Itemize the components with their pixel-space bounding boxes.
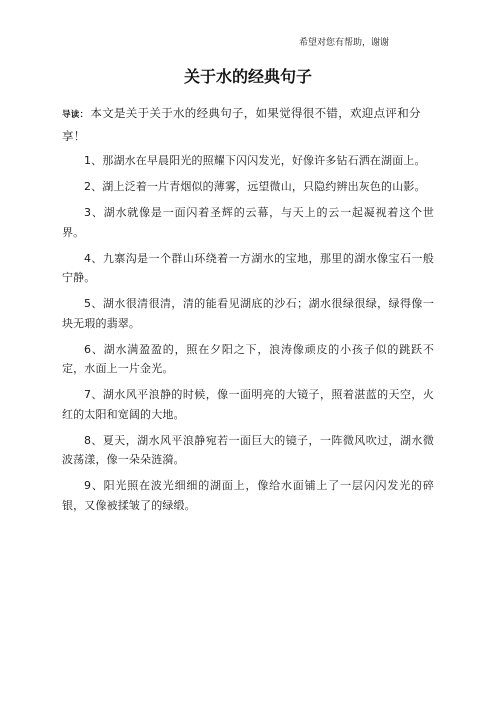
header-note: 希望对您有帮助，谢谢 [299, 38, 390, 48]
intro-text: 本文是关于关于水的经典句子，如果觉得很不错，欢迎点评和分享！ [62, 106, 421, 143]
article-body [62, 103, 434, 522]
sentence-item: 7、湖水风平浪静的时候，像一面明亮的大镜子，照着湛蓝的天空，火红的太阳和宽阔的大地。 [62, 388, 434, 421]
page-title: 关于水的经典句子 [183, 67, 312, 86]
sentence-item: 6、湖水满盈盈的，照在夕阳之下，浪涛像顽皮的小孩子似的跳跃不定，水面上一片金光。 [62, 342, 434, 375]
sentence-item: 1、那湖水在早晨阳光的照耀下闪闪发光，好像许多钻石洒在湖面上。 [84, 154, 426, 167]
intro-paragraph [62, 103, 434, 147]
intro-label: 导读： [62, 110, 89, 120]
sentence-item: 2、湖上泛着一片青烟似的薄雾，远望微山，只隐约辨出灰色的山影。 [84, 180, 426, 193]
sentence-item: 4、九寨沟是一个群山环绕着一方湖水的宝地，那里的湖水像宝石一般宁静。 [62, 251, 434, 284]
sentence-item: 9、阳光照在波光细细的湖面上，像给水面铺上了一层闪闪发光的碎银，又像被揉皱了的绿缎。 [62, 479, 434, 512]
sentence-item: 8、夏天，湖水风平浪静宛若一面巨大的镜子，一阵微风吹过，湖水微波荡漾，像一朵朵涟漪。 [62, 433, 434, 466]
sentence-item: 5、湖水很清很清，清的能看见湖底的沙石；湖水很绿很绿，绿得像一块无瑕的翡翠。 [62, 297, 434, 330]
sentence-item: 3、湖水就像是一面闪着圣辉的云幕，与天上的云一起凝视着这个世界。 [62, 206, 434, 239]
